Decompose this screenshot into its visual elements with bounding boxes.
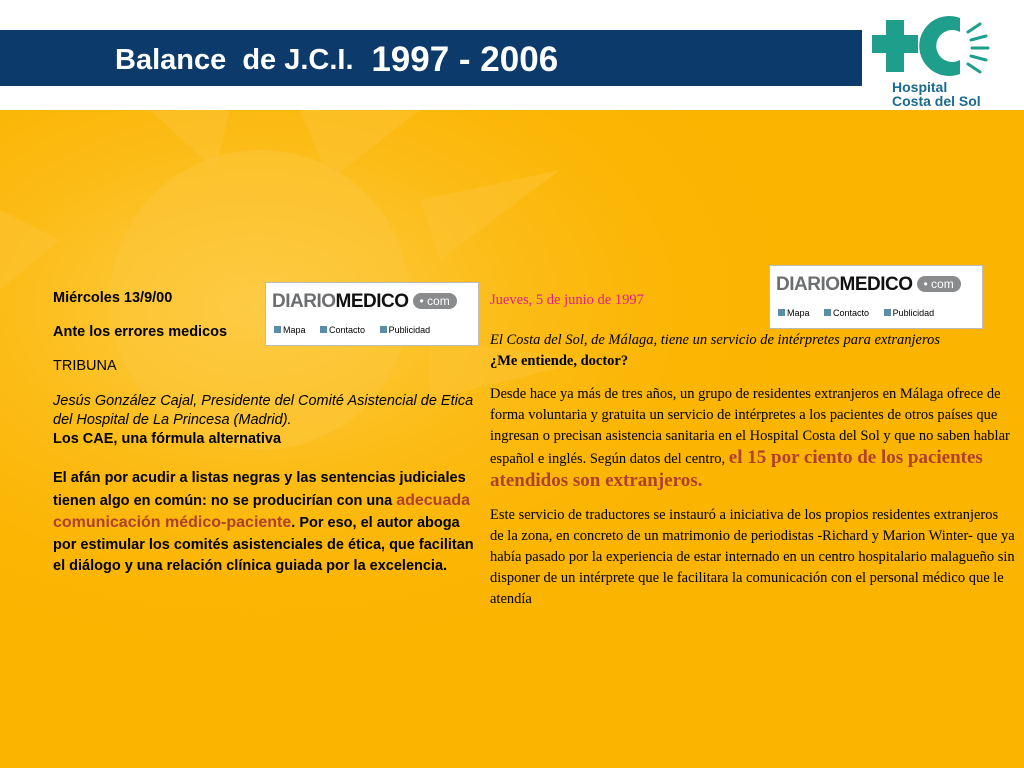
- para1-part1: Desde hace ya más de tres años, un grupo de residentes extranjeros en Málaga ofrece de forma voluntaria y gratuita un servicio de intérpretes a los pacientes de otros países que ingresan o precisan asistencia sanitaria en el Hospital Costa del Sol y que no saben hablar español e inglés. Según datos del centro,: [490, 386, 1010, 467]
- logo-diario: DIARIO: [776, 274, 840, 295]
- link-publicidad[interactable]: Publicidad: [380, 325, 431, 335]
- article-section: TRIBUNA: [53, 358, 117, 374]
- link-publicidad[interactable]: Publicidad: [884, 308, 935, 318]
- link-mapa[interactable]: Mapa: [274, 325, 306, 335]
- body-part1: El afán por acudir a listas negras y las sentencias judiciales tienen algo en común: no se producirían con una: [53, 470, 466, 509]
- link-contacto[interactable]: Contacto: [824, 308, 869, 318]
- body-part2: . Por eso, el autor aboga por estimular los comités asistenciales de ética, que facilitan el diálogo y una relación clínica guiada por la excelencia.: [53, 515, 474, 574]
- article-author: Jesús González Cajal, Presidente del Comité Asistencial de Etica del Hospital de La Princesa (Madrid).: [53, 393, 474, 428]
- logo-line1: Hospital: [892, 79, 948, 95]
- para1-highlight: el 15 por ciento de los pacientes atendidos son extranjeros.: [490, 447, 983, 491]
- link-mapa[interactable]: Mapa: [778, 308, 810, 318]
- logo-com: • com: [917, 276, 961, 292]
- logo-medico: MEDICO: [839, 274, 913, 295]
- article-headline: ¿Me entiende, doctor?: [490, 353, 629, 369]
- logo-line2: Costa del Sol: [892, 93, 981, 109]
- right-article: [490, 290, 1015, 610]
- left-article: [53, 290, 483, 578]
- article-date: Miércoles 13/9/00: [53, 290, 173, 306]
- article-subtitle: Los CAE, una fórmula alternativa: [53, 431, 282, 447]
- logo-com: • com: [413, 293, 457, 309]
- logo-diario: DIARIO: [272, 291, 336, 312]
- title-prefix: Balance de J.C.I.: [115, 44, 362, 76]
- article-headline: Ante los errores medicos: [53, 324, 228, 340]
- link-contacto[interactable]: Contacto: [320, 325, 365, 335]
- article-body: [53, 468, 483, 578]
- article-para1: [490, 384, 1015, 493]
- title-years: 1997 - 2006: [361, 40, 559, 79]
- hospital-logo-text: [892, 80, 981, 108]
- body-highlight: adecuada comunicación médico-paciente: [53, 491, 471, 531]
- article-intro: El Costa del Sol, de Málaga, tiene un servicio de intérpretes para extranjeros: [490, 332, 940, 348]
- logo-medico: MEDICO: [335, 291, 409, 312]
- slide-title: [115, 38, 558, 78]
- article-date: Jueves, 5 de junio de 1997: [490, 292, 644, 308]
- article-para2: Este servicio de traductores se instauró a iniciativa de los propios residentes extranjeros de la zona, en concreto de un matrimonio de periodistas -Richard y Marion Winter- que ya había pasado por la experiencia de estar internado en un centro hospitalario malagueño sin disponer de un intérprete que le facilitara la comunicación con el personal médico que le atendía: [490, 507, 1015, 607]
